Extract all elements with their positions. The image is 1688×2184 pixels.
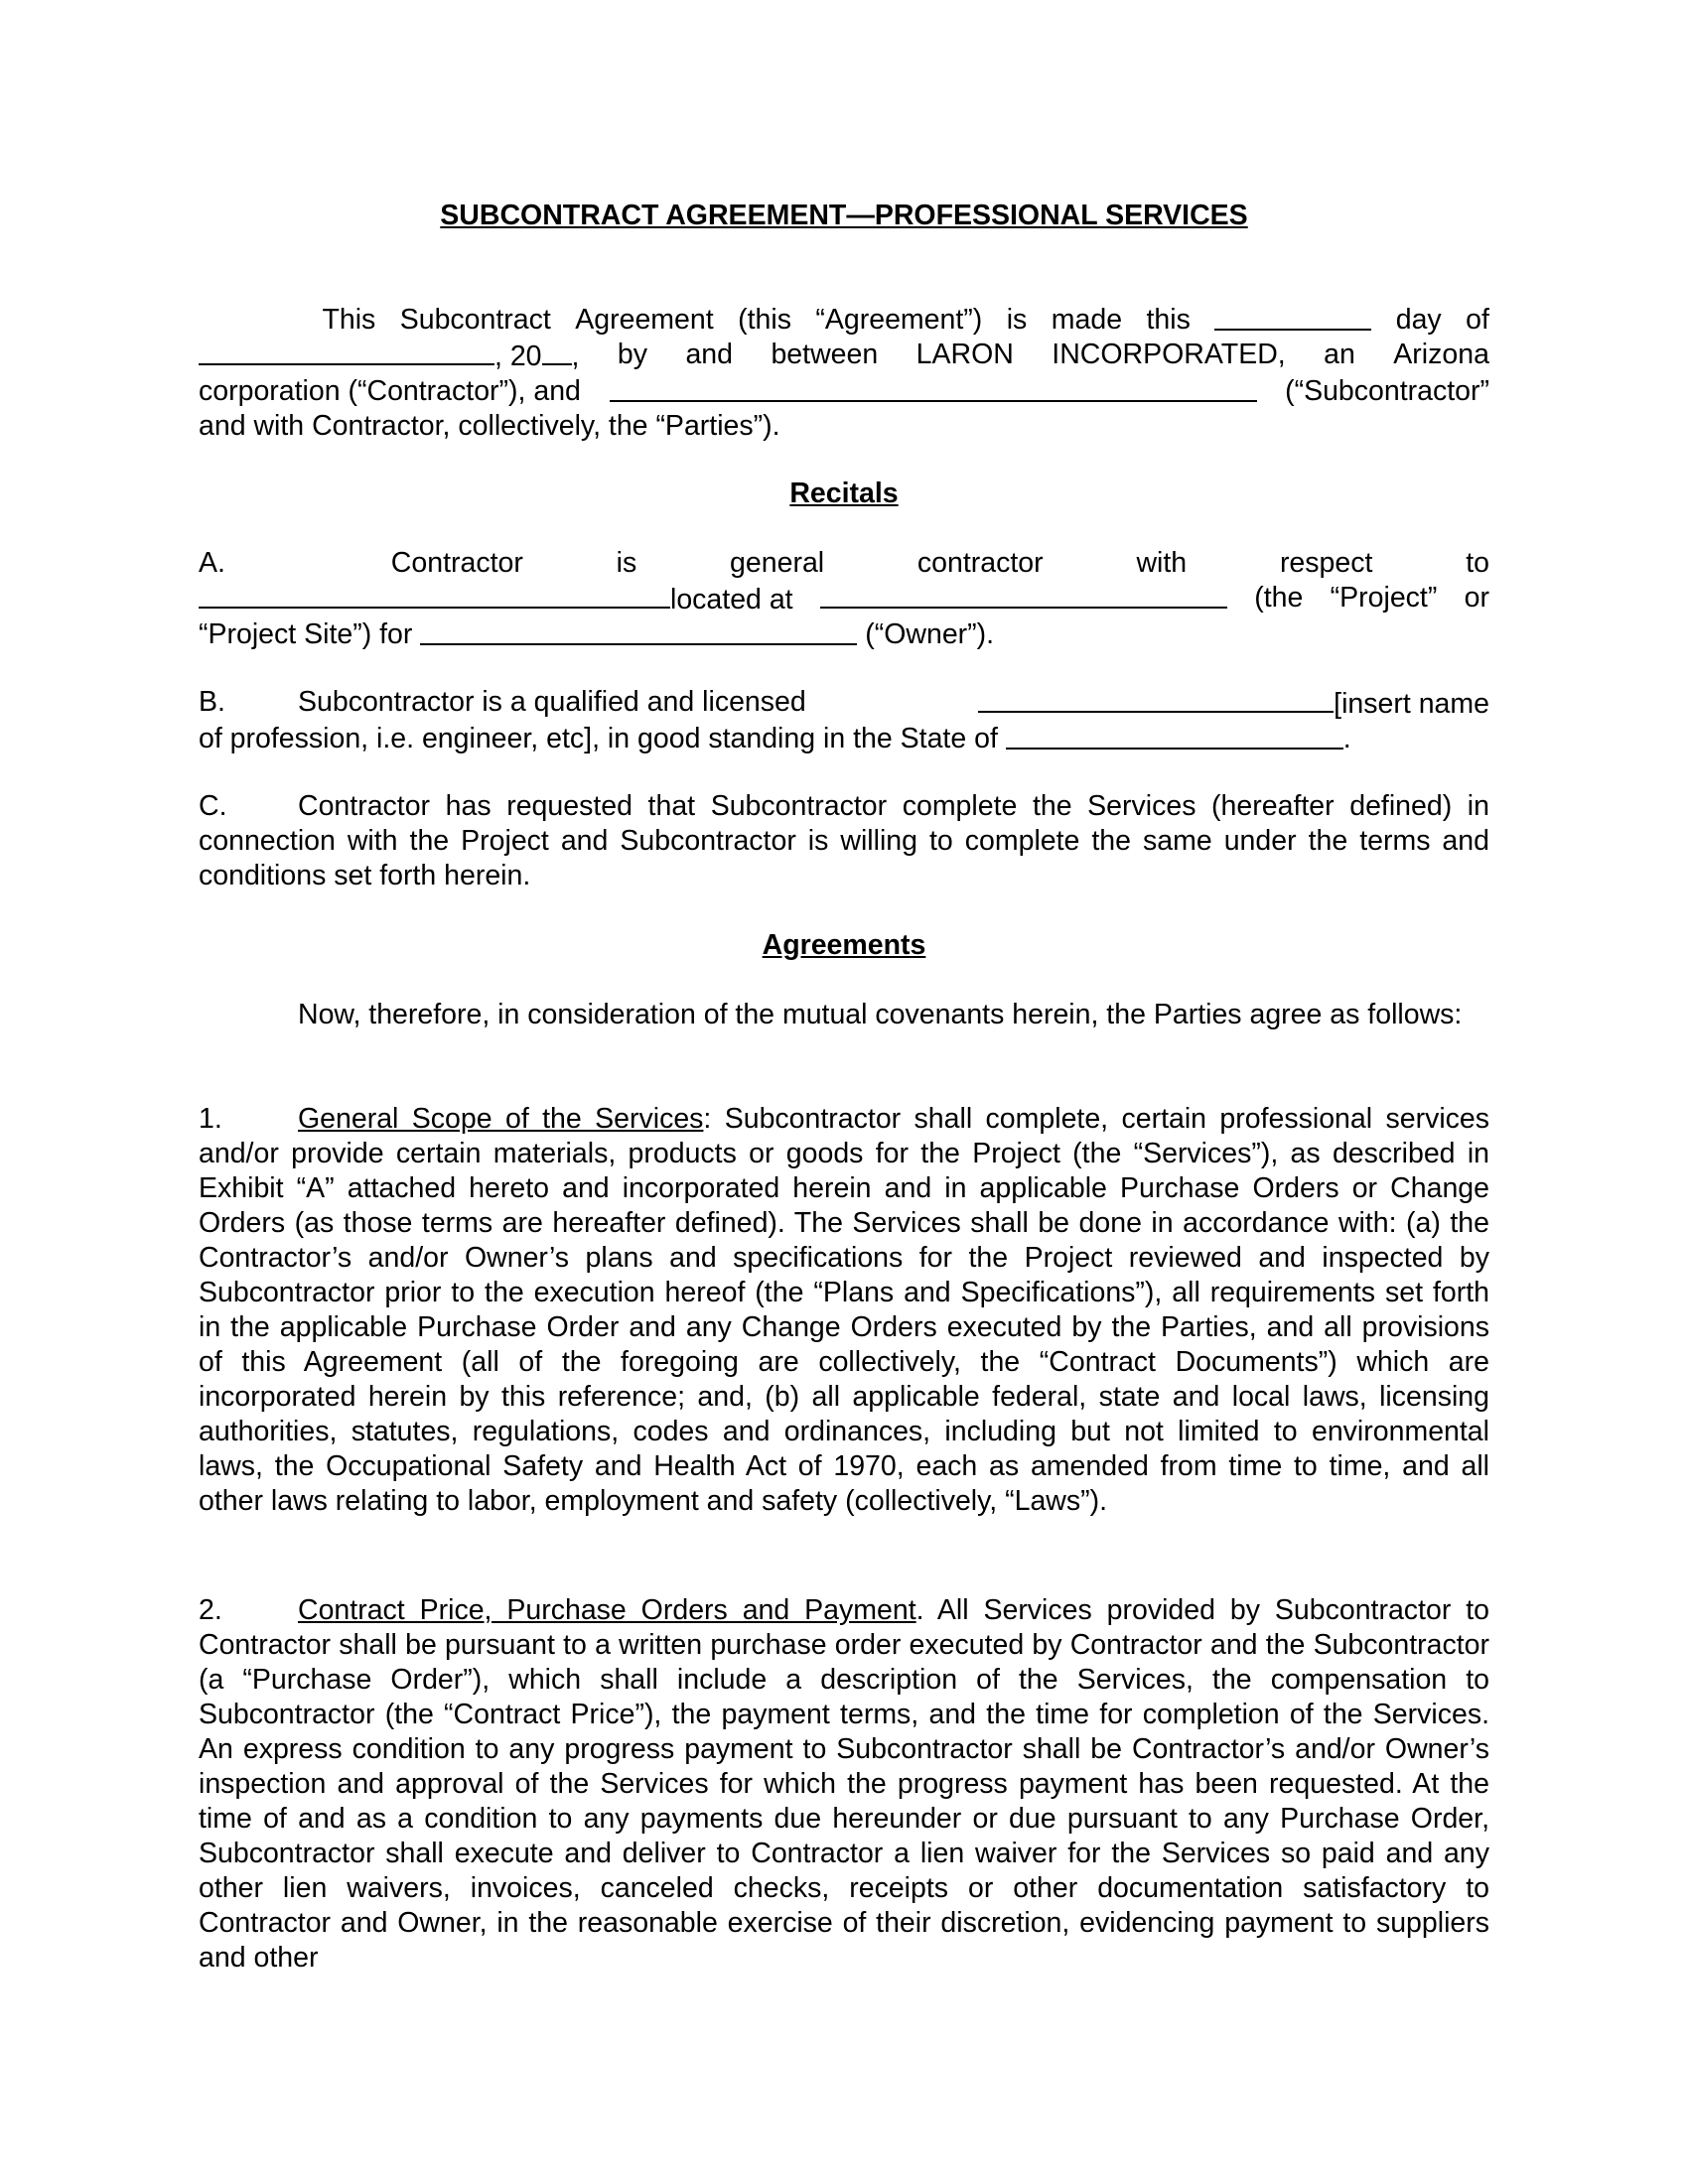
recital-b-line-2: of profession, i.e. engineer, etc], in good standing in the State of . [199, 723, 1351, 754]
owner-blank[interactable] [420, 617, 857, 645]
intro-paragraph [199, 303, 1489, 444]
intro-line-3: corporation (“Contractor”), and (“Subcontractor” [199, 375, 1489, 407]
agreements-intro: Now, therefore, in consideration of the mutual covenants herein, the Parties agree as follows: [298, 999, 1463, 1030]
subcontractor-name-blank[interactable] [610, 374, 1257, 402]
month-blank[interactable] [199, 338, 494, 365]
intro-line-2: , 20 , by and between LARON INCORPORATED, an Arizona [199, 338, 1489, 374]
project-blank[interactable] [199, 581, 670, 609]
section-2-heading: Contract Price, Purchase Orders and Payment [298, 1594, 916, 1626]
recital-a-line-3: “Project Site”) for (“Owner”). [199, 618, 995, 650]
profession-blank[interactable] [978, 685, 1334, 713]
section-1-heading: General Scope of the Services [298, 1103, 704, 1135]
recital-c: C. Contractor has requested that Subcontractor complete the Services (hereafter defined) in connection with the Project and Subcontractor is willing to complete the same under the terms and conditions set forth herein. [199, 790, 1489, 891]
recital-a-line-1: A. Contractor is general contractor with respect to [199, 547, 1489, 579]
recital-a [199, 546, 1489, 652]
section-1: 1. General Scope of the Services: Subcontractor shall complete, certain professional services and/or provide certain materials, products or goods for the Project (the “Services”), as described in Exhibit “A” attached hereto and incorporated herein and in applicable Purchase Orders or Change Orders (as those terms are hereafter defined). The Services shall be done in accordance with: (a) the Contractor’s and/or Owner’s plans and specifications for the Project reviewed and inspected by Subcontractor prior to the execution hereof (the “Plans and Specifications”), all requirements set forth in the applicable Purchase Order and any Change Orders executed by the Parties, and all provisions of this Agreement (all of the foregoing are collectively, the “Contract Documents”) which are incorporated herein by this reference; and, (b) all applicable federal, state and local laws, licensing authorities, statutes, regulations, codes and ordinances, including but not limited to environmental laws, the Occupational Safety and Health Act of 1970, each as amended from time to time, and all other laws relating to labor, employment and safety (collectively, “Laws”). [199, 1103, 1489, 1517]
recital-a-line-2: located at (the “Project” or [199, 581, 1489, 617]
location-blank[interactable] [820, 581, 1227, 609]
recital-b-line-1: B. Subcontractor is a qualified and licensed [insert name [199, 686, 1489, 720]
recitals-heading: Recitals [789, 478, 899, 509]
intro-line-4: and with Contractor, collectively, the “Parties”). [199, 410, 780, 442]
agreements-heading: Agreements [762, 929, 926, 961]
state-blank[interactable] [1006, 722, 1343, 750]
day-blank[interactable] [1214, 303, 1371, 331]
section-2: 2. Contract Price, Purchase Orders and Payment. All Services provided by Subcontractor to Contractor shall be pursuant to a written purchase order executed by Contractor and the Subcontractor (a “Purchase Order”), which shall include a description of the Services, the compensation to Subcontractor (the “Contract Price”), the payment terms, and the time for completion of the Services. An express condition to any progress payment to Subcontractor shall be Contractor’s and/or Owner’s inspection and approval of the Services for which the progress payment has been requested. At the time of and as a condition to any payments due hereunder or due pursuant to any Purchase Order, Subcontractor shall execute and deliver to Contractor a lien waiver for the Services so paid and any other lien waivers, invoices, canceled checks, receipts or other documentation satisfactory to Contractor and Owner, in the reasonable exercise of their discretion, evidencing payment to suppliers and other [199, 1594, 1489, 1974]
year-blank[interactable] [542, 338, 572, 365]
document-title: SUBCONTRACT AGREEMENT—PROFESSIONAL SERVICES [440, 200, 1248, 231]
recital-b [199, 685, 1489, 756]
intro-line-1: This Subcontract Agreement (this “Agreement”) is made this day of [322, 304, 1489, 336]
